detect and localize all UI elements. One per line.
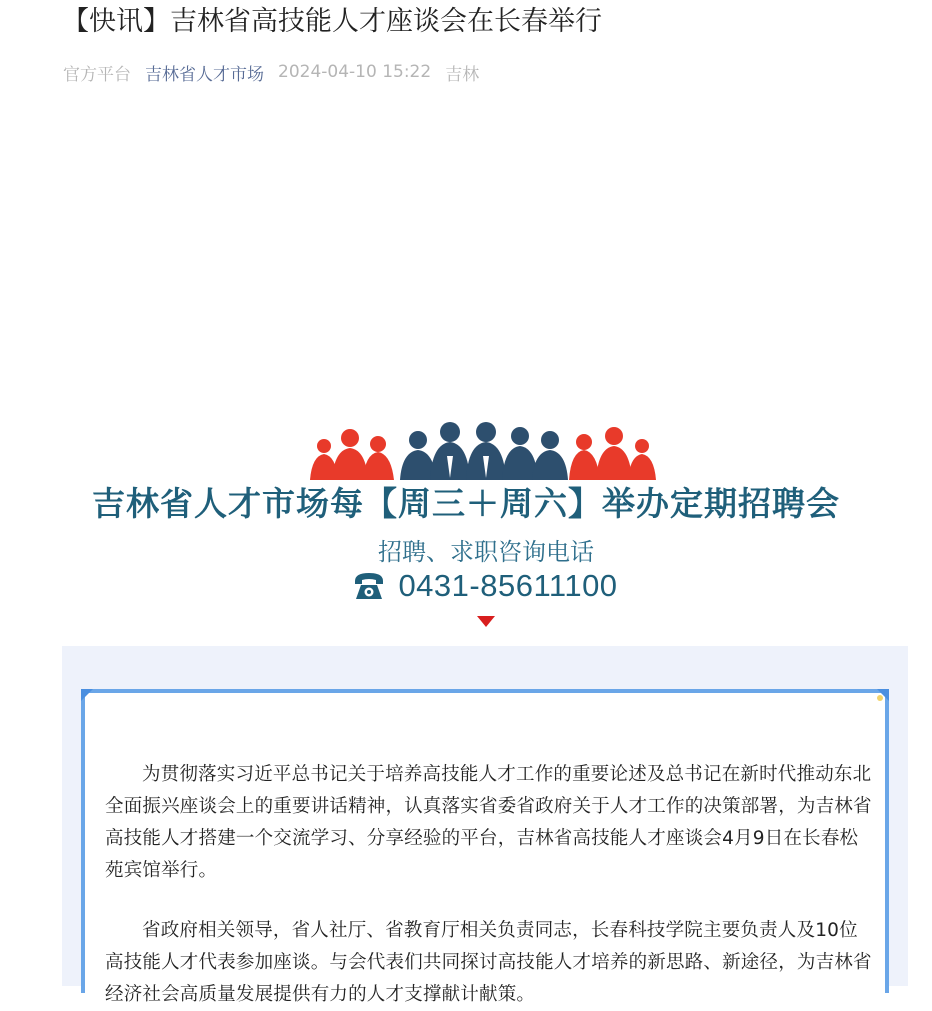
publish-location: 吉林 xyxy=(445,64,480,85)
article-meta xyxy=(63,58,493,86)
people-group-illustration xyxy=(308,416,658,480)
corner-decoration xyxy=(81,689,93,701)
content-panel xyxy=(62,646,908,1005)
banner-headline: 吉林省人才市场每【周三＋周六】举办定期招聘会 xyxy=(92,484,840,523)
recruitment-banner-image xyxy=(0,408,932,640)
down-arrow-icon xyxy=(477,616,495,627)
corner-dot xyxy=(877,695,883,701)
telephone-icon xyxy=(352,569,386,603)
publish-datetime: 2024-04-10 15:22 xyxy=(278,62,432,82)
article-title: 【快讯】吉林省高技能人才座谈会在长春举行 xyxy=(62,6,602,37)
banner-subtitle: 招聘、求职咨询电话 xyxy=(378,538,594,566)
account-name-link[interactable]: 吉林省人才市场 xyxy=(145,64,264,85)
article-paragraph: 为贯彻落实习近平总书记关于培养高技能人才工作的重要论述及总书记在新时代推动东北全面振兴座谈会上的重要讲话精神，认真落实省委省政府关于人才工作的决策部署，为吉林省高技能人才搭建一个交流学习、分享经验的平台，吉林省高技能人才座谈会4月9日在长春松苑宾馆举行。 xyxy=(105,763,872,881)
content-card xyxy=(81,689,889,1005)
phone-number: 0431-85611100 xyxy=(398,568,618,603)
meta-platform-label: 官方平台 xyxy=(63,64,131,85)
article-paragraph: 省政府相关领导，省人社厅、省教育厅相关负责同志，长春科技学院主要负责人及10位高技能人才代表参加座谈。与会代表们共同探讨高技能人才培养的新思路、新途径，为吉林省经济社会高质量发展提供有力的人才支撑献计献策。 xyxy=(105,919,872,1005)
banner-phone-row xyxy=(0,568,932,604)
